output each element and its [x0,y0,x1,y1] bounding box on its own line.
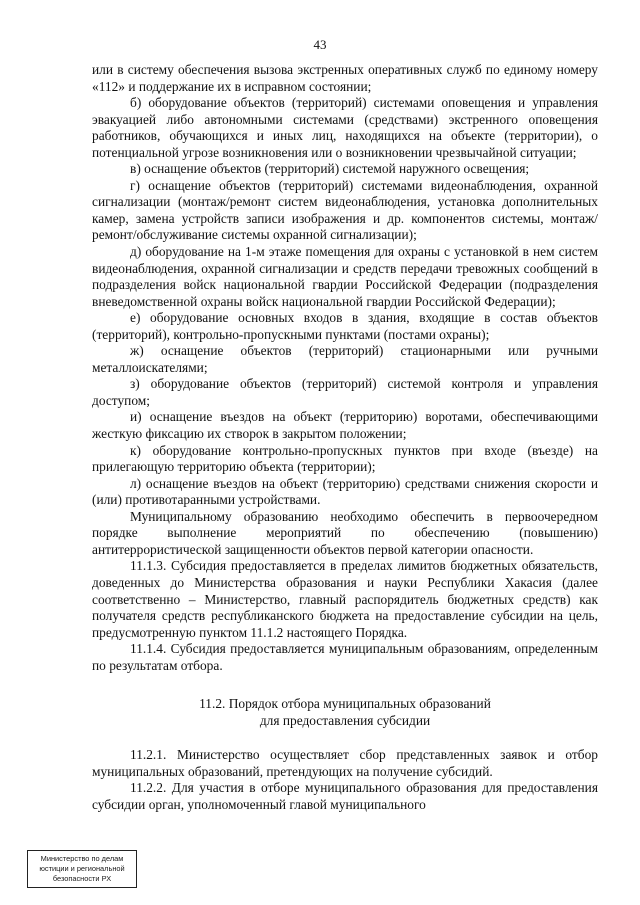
paragraphs-top [92,62,598,674]
section-heading-line2: для предоставления субсидии [259,712,431,728]
paragraph: л) оснащение въездов на объект (территорию) средствами снижения скорости и (или) противотаранными устройствами. [92,475,598,508]
paragraph: Муниципальному образованию необходимо обеспечить в первоочередном порядке выполнение мероприятий по обеспечению (повышению) антитеррористической защищенности объектов первой категории опасности. [92,508,598,557]
paragraph: д) оборудование на 1-м этаже помещения для охраны с установкой в нем систем видеонаблюдения, охранной сигнализации и средств передачи тревожных сообщений в подразделения войск национальной гвардии Российской Федерации (подразделения вневедомственной охраны войск национальной гвардии Российской Федерации); [92,244,598,309]
section-heading-line1: 11.2. Порядок отбора муниципальных образований [199,696,491,712]
paragraph: и) оснащение въездов на объект (территорию) воротами, обеспечивающими жесткую фиксацию их створок в закрытом положении; [92,409,598,442]
paragraph: в) оснащение объектов (территорий) системой наружного освещения; [130,161,530,177]
paragraph: е) оборудование основных входов в здания, входящие в состав объектов (территорий), контрольно-пропускными пунктами (постами охраны); [92,310,598,342]
paragraph: 11.1.3. Субсидия предоставляется в пределах лимитов бюджетных обязательств, доведенных до Министерства образования и науки Республики Хакасия (далее соответственно – Министерство, главный распорядитель бюджетных средств) как получателя средств республиканского бюджета на предоставление субсидии на цель, предусмотренную пунктом 11.1.2 настоящего Порядка. [92,558,598,640]
paragraph: или в систему обеспечения вызова экстренных оперативных служб по единому номеру «112» и поддержание их в исправном состоянии; [92,62,598,94]
page-number: 43 [313,37,327,52]
stamp-line: безопасности РХ [52,874,112,883]
paragraphs-bottom [92,747,598,813]
paragraph: з) оборудование объектов (территорий) системой контроля и управления доступом; [92,376,598,408]
section-heading [92,696,598,729]
paragraph: ж) оснащение объектов (территорий) стационарными или ручными металлоискателями; [92,343,598,375]
paragraph: 11.2.2. Для участия в отборе муниципального образования для предоставления субсидии орган, уполномоченный главой муниципального [92,780,598,812]
document-body [92,62,598,814]
stamp-line: юстиции и региональной [39,864,125,873]
paragraph: к) оборудование контрольно-пропускных пунктов при входе (въезде) на прилегающую территорию объекта (территории); [92,442,598,475]
paragraph: 11.2.1. Министерство осуществляет сбор представленных заявок и отбор муниципальных образований, претендующих на получение субсидий. [92,747,598,779]
paragraph: 11.1.4. Субсидия предоставляется муниципальным образованиям, определенным по результатам отбора. [92,641,598,673]
stamp-line: Министерство по делам [40,854,124,863]
paragraph: б) оборудование объектов (территорий) системами оповещения и управления эвакуацией либо автономными системами (средствами) экстренного оповещения работников, обучающихся и иных лиц, находящихся на объекте (территории), о потенциальной угрозе возникновения или о возникновении чрезвычайной ситуации; [92,95,598,160]
registration-stamp [27,850,137,888]
paragraph: г) оснащение объектов (территорий) системами видеонаблюдения, охранной сигнализации (монтаж/ремонт систем видеонаблюдения, установка дополнительных камер, замена устройств записи изображения и др. компонентов системы, монтаж/ремонт/обслуживание системы охранной сигнализации); [92,177,598,243]
